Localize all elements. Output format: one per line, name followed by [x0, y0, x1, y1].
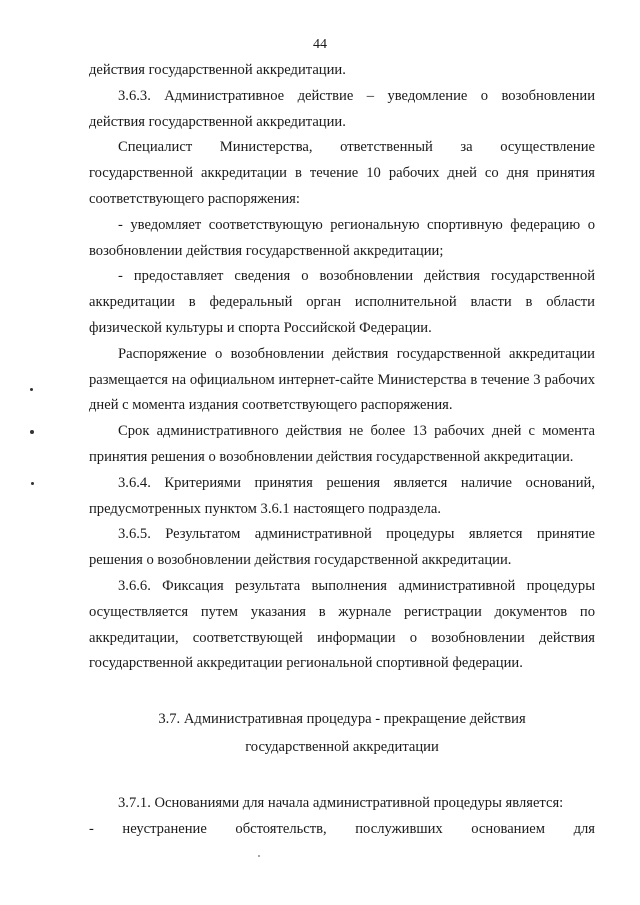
page-number: 44 — [313, 37, 327, 52]
scan-mark — [30, 430, 34, 434]
dash-word: для — [573, 820, 595, 837]
paragraph: Срок административного действия не более 13 рабочих дней с момента принятия решения о возобновлении действия государственной аккредитации. — [89, 423, 595, 465]
section-heading-line-2: государственной аккредитации — [245, 739, 439, 756]
dash-word: послуживших — [355, 820, 443, 837]
section-heading-line-1: 3.7. Административная процедура - прекращение действия — [158, 711, 526, 728]
paragraph: Специалист Министерства, ответственный за осуществление государственной аккредитации в течение 10 рабочих дней со дня принятия соответствующего распоряжения: — [89, 139, 595, 207]
paragraph: 3.6.5. Результатом административной процедуры является принятие решения о возобновлении действия государственной аккредитации. — [89, 526, 595, 569]
document-body — [89, 58, 595, 843]
paragraph: Распоряжение о возобновлении действия государственной аккредитации размещается на официальном интернет-сайте Министерства в течение 3 рабочих дней с момента издания соответствующего распоряжения. — [89, 345, 595, 414]
paragraph: - уведомляет соответствующую региональную спортивную федерацию о возобновлении действия государственной аккредитации; — [89, 216, 595, 259]
dash-word: обстоятельств, — [235, 820, 327, 837]
paragraph: 3.6.6. Фиксация результата выполнения административной процедуры осуществляется путем указания в журнале регистрации документов по аккредитации, соответствующей информации о возобновлении действия государственной аккредитации региональной спортивной федерации. — [89, 577, 595, 672]
paragraph: 3.7.1. Основаниями для начала административной процедуры является: — [118, 795, 564, 812]
paragraph: 3.6.3. Административное действие – уведомление о возобновлении действия государственной аккредитации. — [89, 87, 595, 130]
paragraph: - предоставляет сведения о возобновлении действия государственной аккредитации в федеральный орган исполнительной власти в области физической культуры и спорта Российской Федерации. — [89, 268, 595, 336]
dash-word: - — [89, 820, 94, 837]
section-heading — [89, 705, 595, 761]
dash-word: основанием — [471, 820, 546, 837]
paragraph: 3.6.4. Критериями принятия решения является наличие оснований, предусмотренных пунктом 3.6.1 настоящего подраздела. — [89, 474, 595, 517]
paragraph: действия государственной аккредитации. — [89, 62, 346, 78]
scan-mark — [258, 855, 260, 857]
dash-word: неустранение — [122, 820, 207, 837]
scan-mark — [31, 482, 34, 485]
scan-mark — [30, 388, 33, 391]
list-item-partial — [89, 817, 595, 843]
